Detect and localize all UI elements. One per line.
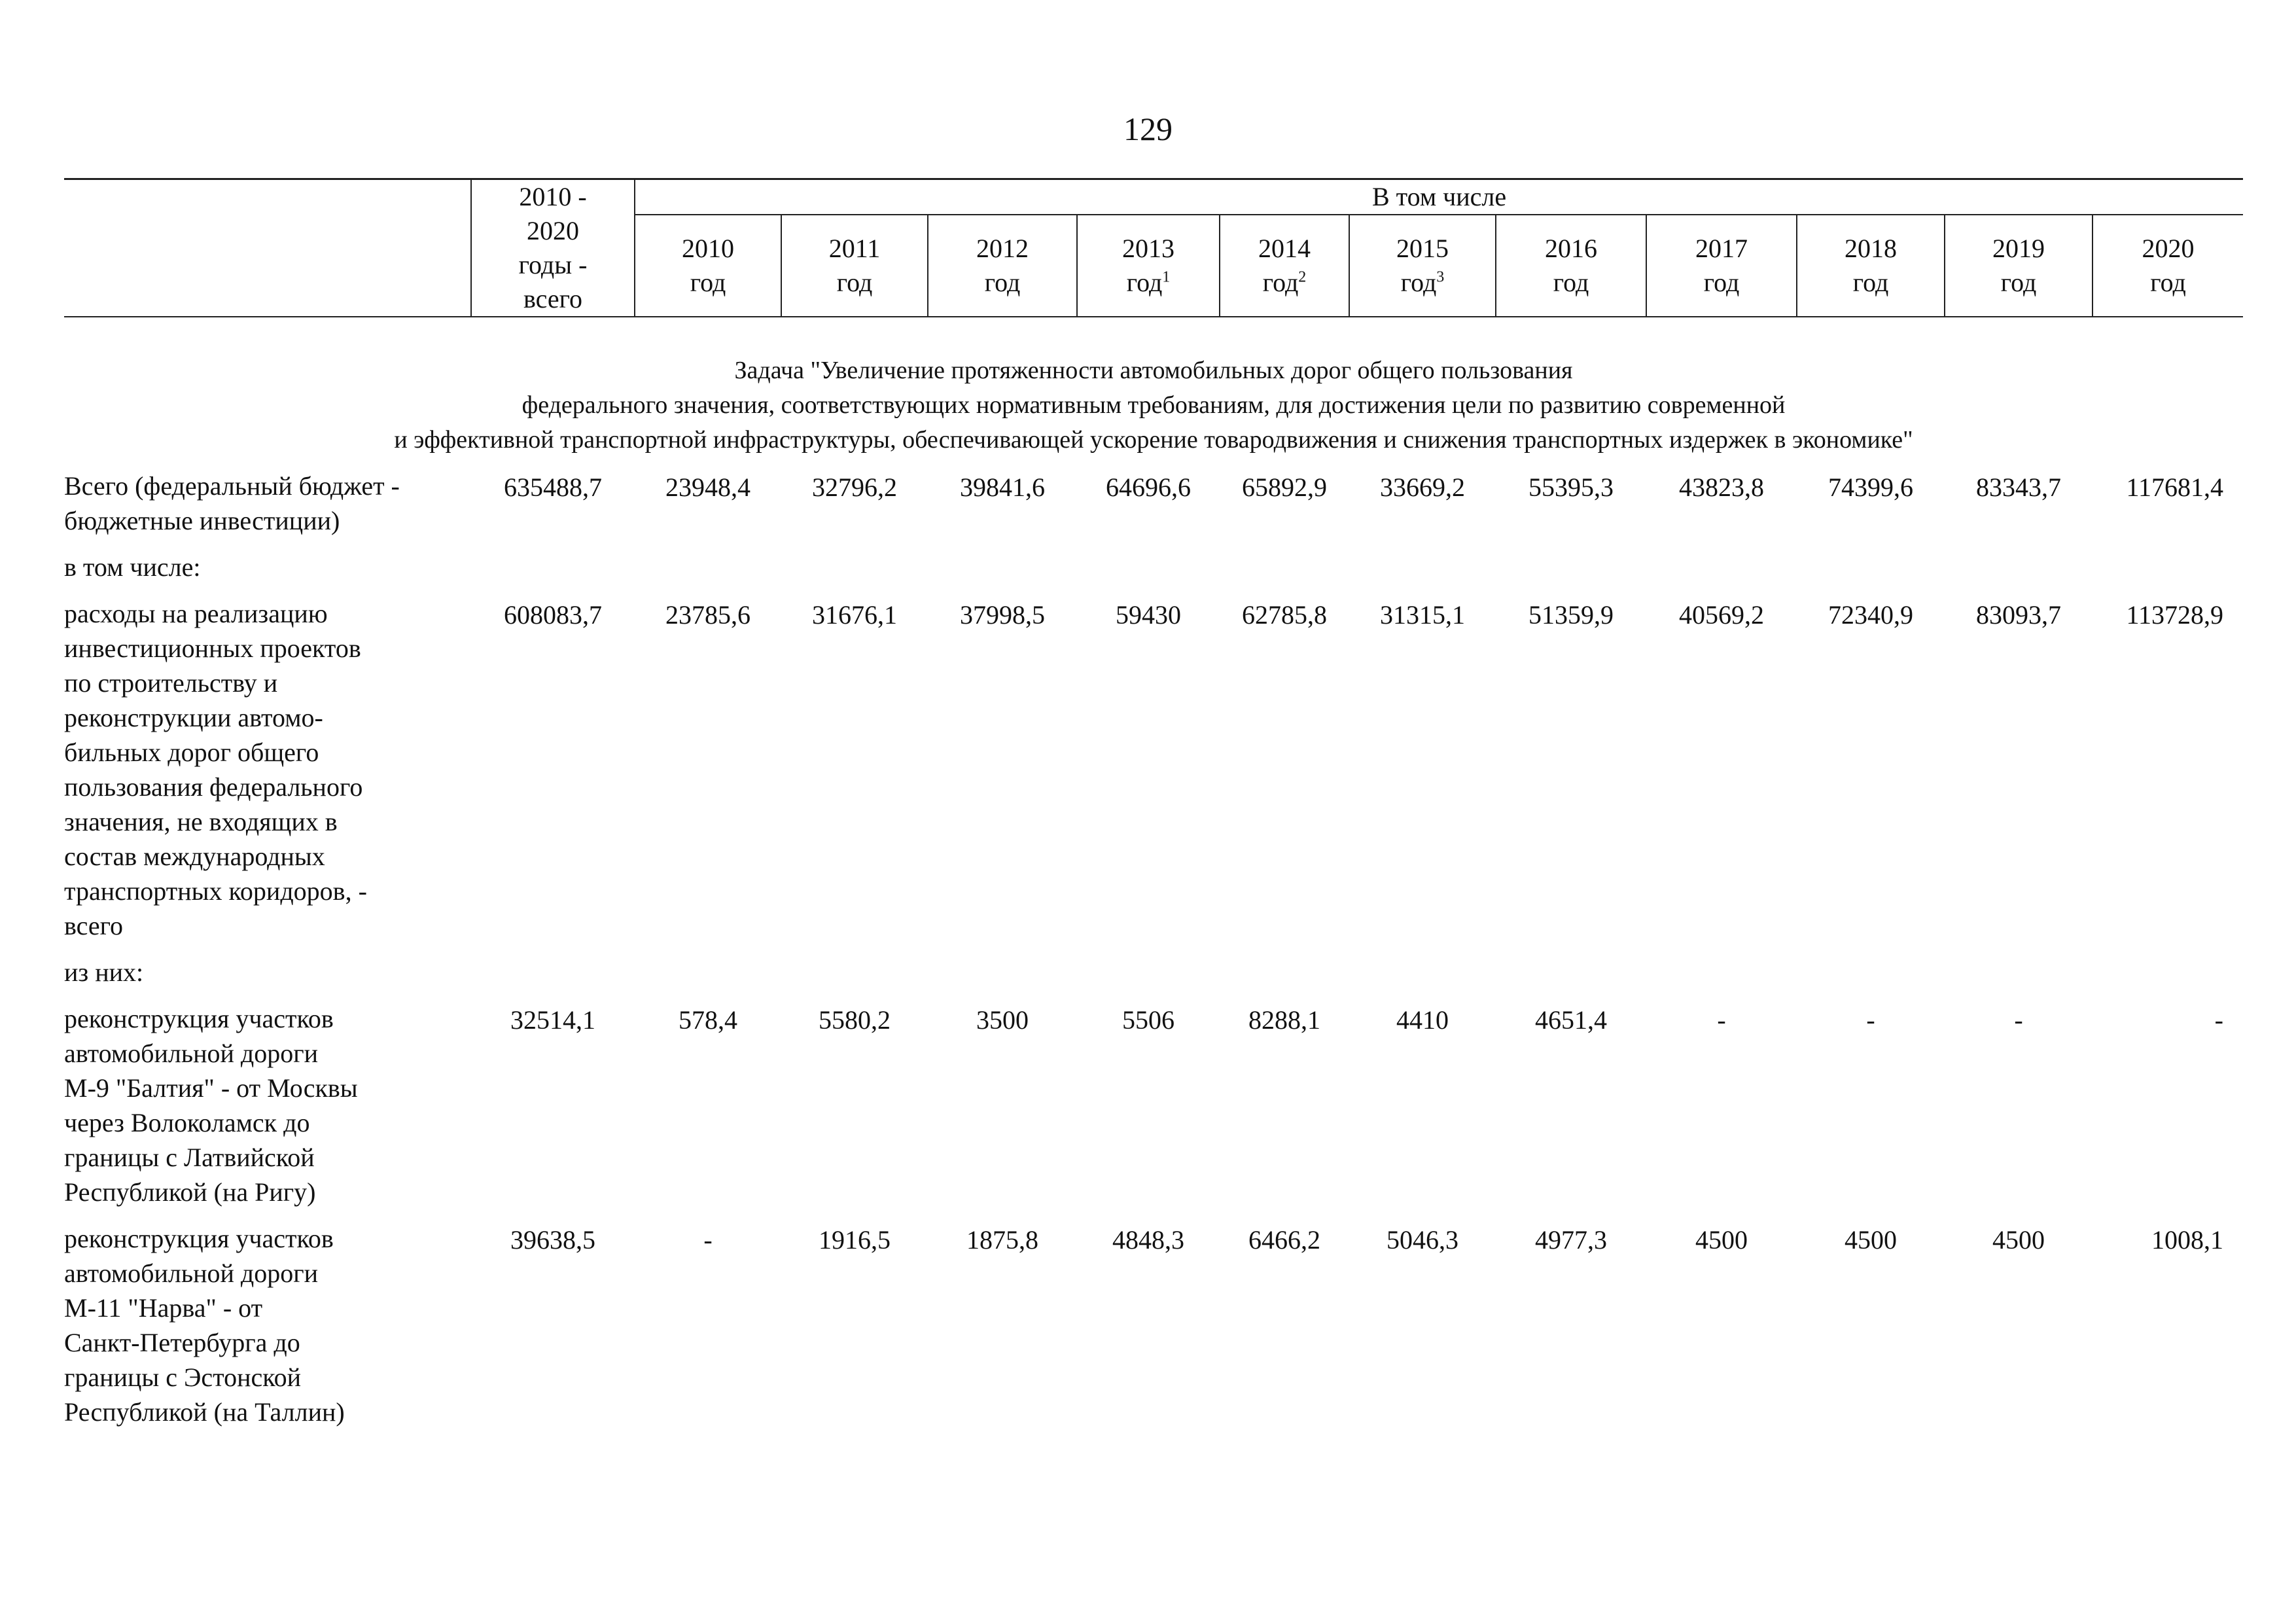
cell-value: -	[2014, 1005, 2023, 1035]
cell-value: 4410	[1396, 1005, 1449, 1035]
cell-value: 74399,6	[1828, 473, 1913, 502]
cell-value: 33669,2	[1380, 473, 1465, 502]
cell-value: 4500	[1992, 1225, 2045, 1255]
cell-value: 635488,7	[504, 473, 602, 502]
table-row	[64, 1001, 2243, 1221]
cell-value: 32796,2	[812, 473, 897, 502]
header-year-2017: 2017 год	[1646, 215, 1797, 317]
budget-table	[64, 469, 2243, 1441]
cell-value: 43823,8	[1679, 473, 1764, 502]
cell-value: 1008,1	[2151, 1225, 2223, 1255]
table-row	[64, 596, 2243, 955]
row-label: расходы на реализацию инвестиционных проектов по строительству и реконструкции автомо- бильных дорог общего пользования федерального значения, не входящих в состав международных транспортных коридоров, - всего	[64, 599, 367, 940]
task-title-line: федерального значения, соответствующих нормативным требованиям, для достижения цели по развитию современной	[521, 391, 1786, 419]
table-row	[64, 1221, 2243, 1441]
cell-value: 39841,6	[960, 473, 1045, 502]
row-label: в том числе:	[64, 552, 201, 582]
empty-cells	[471, 550, 2243, 596]
cell-value: 4500	[1695, 1225, 1748, 1255]
cell-value: 4848,3	[1112, 1225, 1184, 1255]
cell-value: 62785,8	[1242, 600, 1327, 630]
header-year-2010: 2010 год	[635, 215, 781, 317]
cell-value: 55395,3	[1528, 473, 1614, 502]
table-row	[64, 550, 2243, 596]
table-row	[64, 469, 2243, 550]
cell-value: 5506	[1122, 1005, 1174, 1035]
cell-value: 117681,4	[2126, 473, 2223, 502]
cell-value: 5580,2	[819, 1005, 891, 1035]
cell-value: 23785,6	[665, 600, 751, 630]
cell-value: 37998,5	[960, 600, 1045, 630]
page-number: 129	[1123, 111, 1173, 147]
header-year-2015: 2015 год$^3$	[1349, 215, 1496, 317]
table-row	[64, 955, 2243, 1001]
cell-value: 8288,1	[1248, 1005, 1320, 1035]
cell-value: 113728,9	[2126, 600, 2223, 630]
cell-value: 59430	[1116, 600, 1181, 630]
cell-value: 83093,7	[1976, 600, 2061, 630]
row-label: реконструкция участков автомобильной дороги М-9 "Балтия" - от Москвы через Волоколамск до границы с Латвийской Республикой (на Ригу)	[64, 1004, 358, 1207]
cell-value: 72340,9	[1828, 600, 1913, 630]
task-title	[64, 353, 2243, 457]
cell-value: 4977,3	[1535, 1225, 1607, 1255]
cell-value: 65892,9	[1242, 473, 1327, 502]
cell-value: 5046,3	[1386, 1225, 1458, 1255]
cell-value: 3500	[976, 1005, 1029, 1035]
task-title-line: Задача "Увеличение протяженности автомобильных дорог общего пользования	[734, 357, 1573, 384]
cell-value: 39638,5	[510, 1225, 595, 1255]
header-total-column: 2010 - 2020 годы - всего	[471, 179, 635, 317]
header-including: В том числе	[635, 179, 2243, 215]
cell-value: 31315,1	[1380, 600, 1465, 630]
cell-value: -	[2214, 1005, 2223, 1035]
cell-value: 40569,2	[1679, 600, 1764, 630]
header-year-2016: 2016 год	[1496, 215, 1646, 317]
header-year-2012: 2012 год	[928, 215, 1077, 317]
row-label: реконструкция участков автомобильной дороги М-11 "Нарва" - от Санкт-Петербурга до границы с Эстонской Республикой (на Таллин)	[64, 1224, 345, 1427]
cell-value: -	[1866, 1005, 1875, 1035]
cell-value: 31676,1	[812, 600, 897, 630]
cell-value: 83343,7	[1976, 473, 2061, 502]
cell-value: 32514,1	[510, 1005, 595, 1035]
header-year-2020: 2020 год	[2093, 215, 2243, 317]
cell-value: 1875,8	[966, 1225, 1038, 1255]
cell-value: 6466,2	[1248, 1225, 1320, 1255]
cell-value: -	[703, 1225, 713, 1255]
cell-value: 64696,6	[1106, 473, 1191, 502]
table-header	[64, 178, 2243, 317]
cell-value: 578,4	[679, 1005, 737, 1035]
header-year-2019: 2019 год	[1945, 215, 2093, 317]
cell-value: 4500	[1845, 1225, 1897, 1255]
row-label: из них:	[64, 957, 144, 987]
task-title-line: и эффективной транспортной инфраструктуры, обеспечивающей ускорение товародвижения и снижения транспортных издержек в экономике"	[394, 426, 1913, 454]
header-year-2018: 2018 год	[1797, 215, 1945, 317]
header-year-2013: 2013 год$^1$	[1077, 215, 1220, 317]
cell-value: 608083,7	[504, 600, 602, 630]
cell-value: 23948,4	[665, 473, 751, 502]
cell-value: 51359,9	[1528, 600, 1614, 630]
header-year-2011: 2011 год	[781, 215, 928, 317]
header-blank-cell	[64, 179, 471, 317]
header-year-2014: 2014 год$^2$	[1220, 215, 1349, 317]
cell-value: 1916,5	[819, 1225, 891, 1255]
cell-value: -	[1717, 1005, 1726, 1035]
empty-cells	[471, 955, 2243, 1001]
row-label: Всего (федеральный бюджет - бюджетные инвестиции)	[64, 471, 400, 535]
cell-value: 4651,4	[1535, 1005, 1607, 1035]
